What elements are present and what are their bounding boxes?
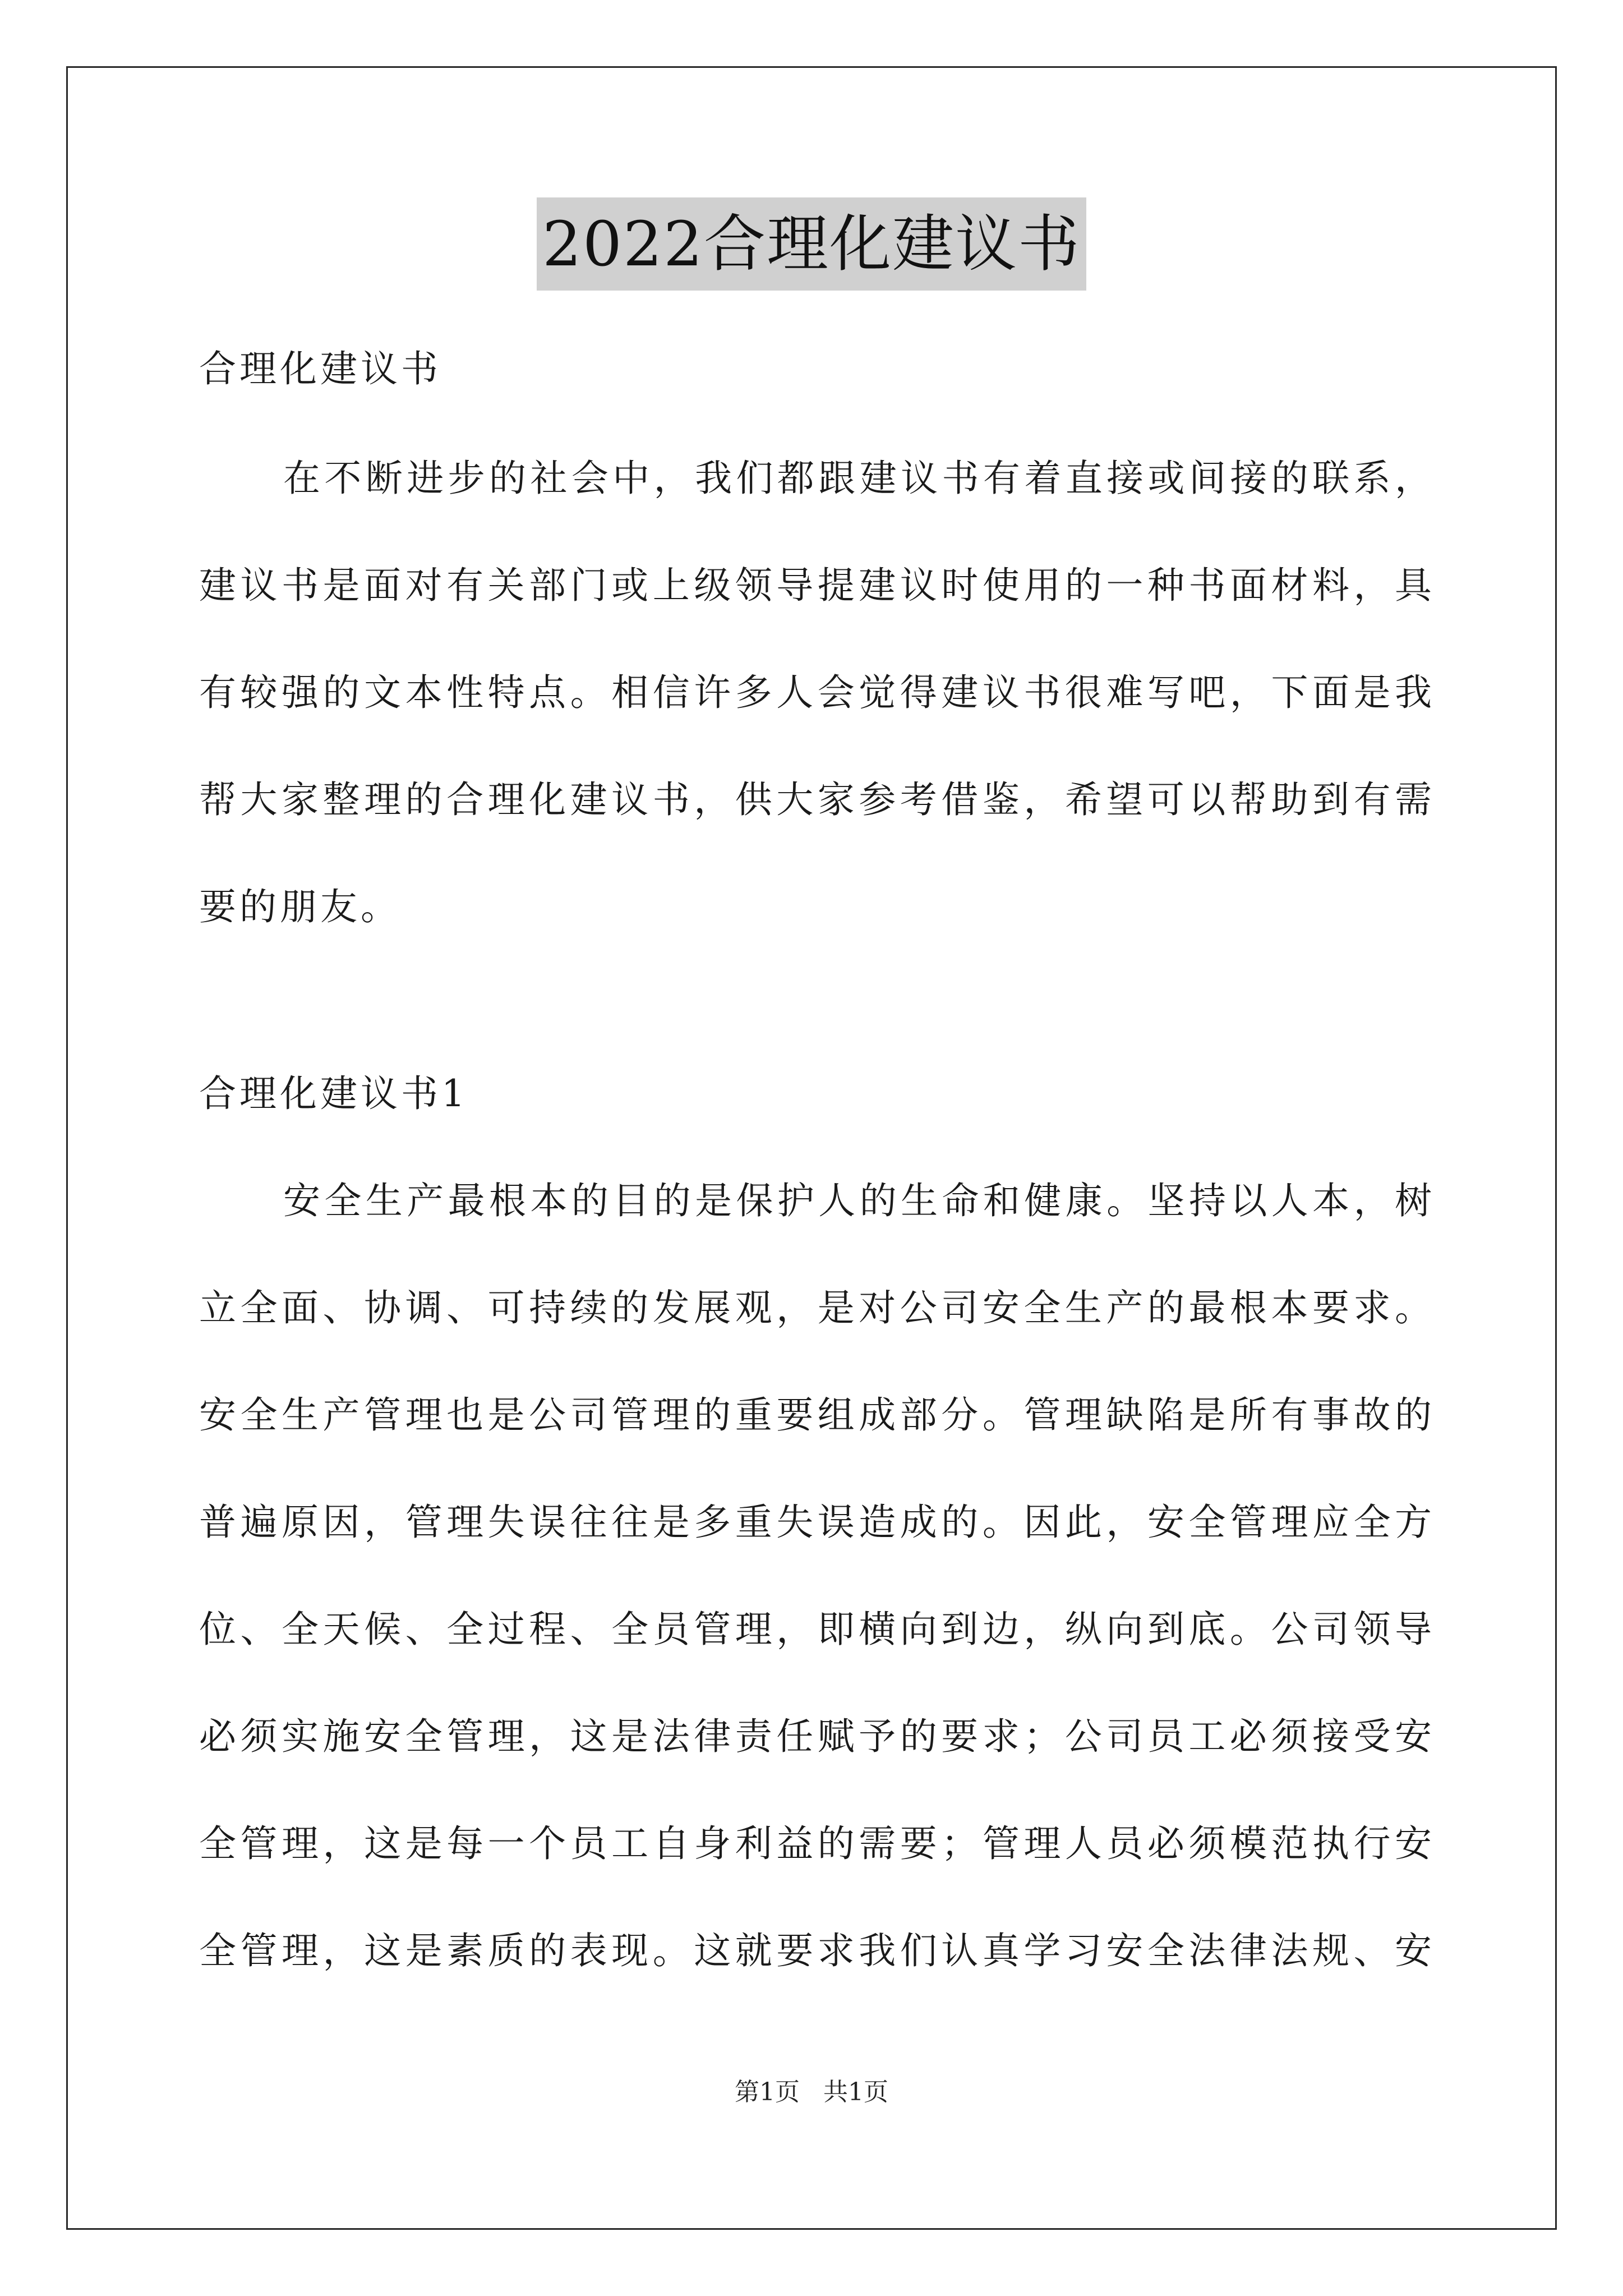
intro-heading: 合理化建议书 — [199, 347, 441, 390]
paragraph-line: 帮大家整理的合理化建议书，供大家参考借鉴，希望可以帮助到有需 — [199, 778, 1433, 821]
page-total: 共1页 — [823, 2078, 888, 2106]
paragraph-line: 必须实施安全管理，这是法律责任赋予的要求；公司员工必须接受安 — [199, 1715, 1433, 1758]
paragraph-line: 全管理，这是每一个员工自身利益的需要；管理人员必须模范执行安 — [199, 1822, 1433, 1865]
paragraph-line: 安全生产最根本的目的是保护人的生命和健康。坚持以人本，树 — [283, 1179, 1433, 1222]
paragraph-line: 位、全天候、全过程、全员管理，即横向到边，纵向到底。公司领导 — [199, 1608, 1433, 1651]
paragraph-line: 在不断进步的社会中，我们都跟建议书有着直接或间接的联系， — [283, 457, 1433, 500]
page-footer — [0, 2076, 1623, 2109]
paragraph-line: 普遍原因，管理失误往往是多重失误造成的。因此，安全管理应全方 — [199, 1501, 1433, 1544]
section-heading: 合理化建议书1 — [199, 1072, 468, 1115]
footer-spacer — [800, 2078, 823, 2106]
page-number: 第1页 — [735, 2078, 800, 2106]
paragraph-line: 立全面、协调、可持续的发展观，是对公司安全生产的最根本要求。 — [199, 1286, 1433, 1329]
paragraph-line: 有较强的文本性特点。相信许多人会觉得建议书很难写吧，下面是我 — [199, 671, 1433, 714]
paragraph-line: 建议书是面对有关部门或上级领导提建议时使用的一种书面材料，具 — [199, 564, 1433, 607]
paragraph-line: 全管理，这是素质的表现。这就要求我们认真学习安全法律法规、安 — [199, 1929, 1433, 1972]
paragraph-line: 要的朋友。 — [199, 885, 401, 928]
paragraph-line: 安全生产管理也是公司管理的重要组成部分。管理缺陷是所有事故的 — [199, 1393, 1433, 1437]
title-container — [0, 197, 1623, 291]
document-title: 2022合理化建议书 — [537, 197, 1086, 291]
